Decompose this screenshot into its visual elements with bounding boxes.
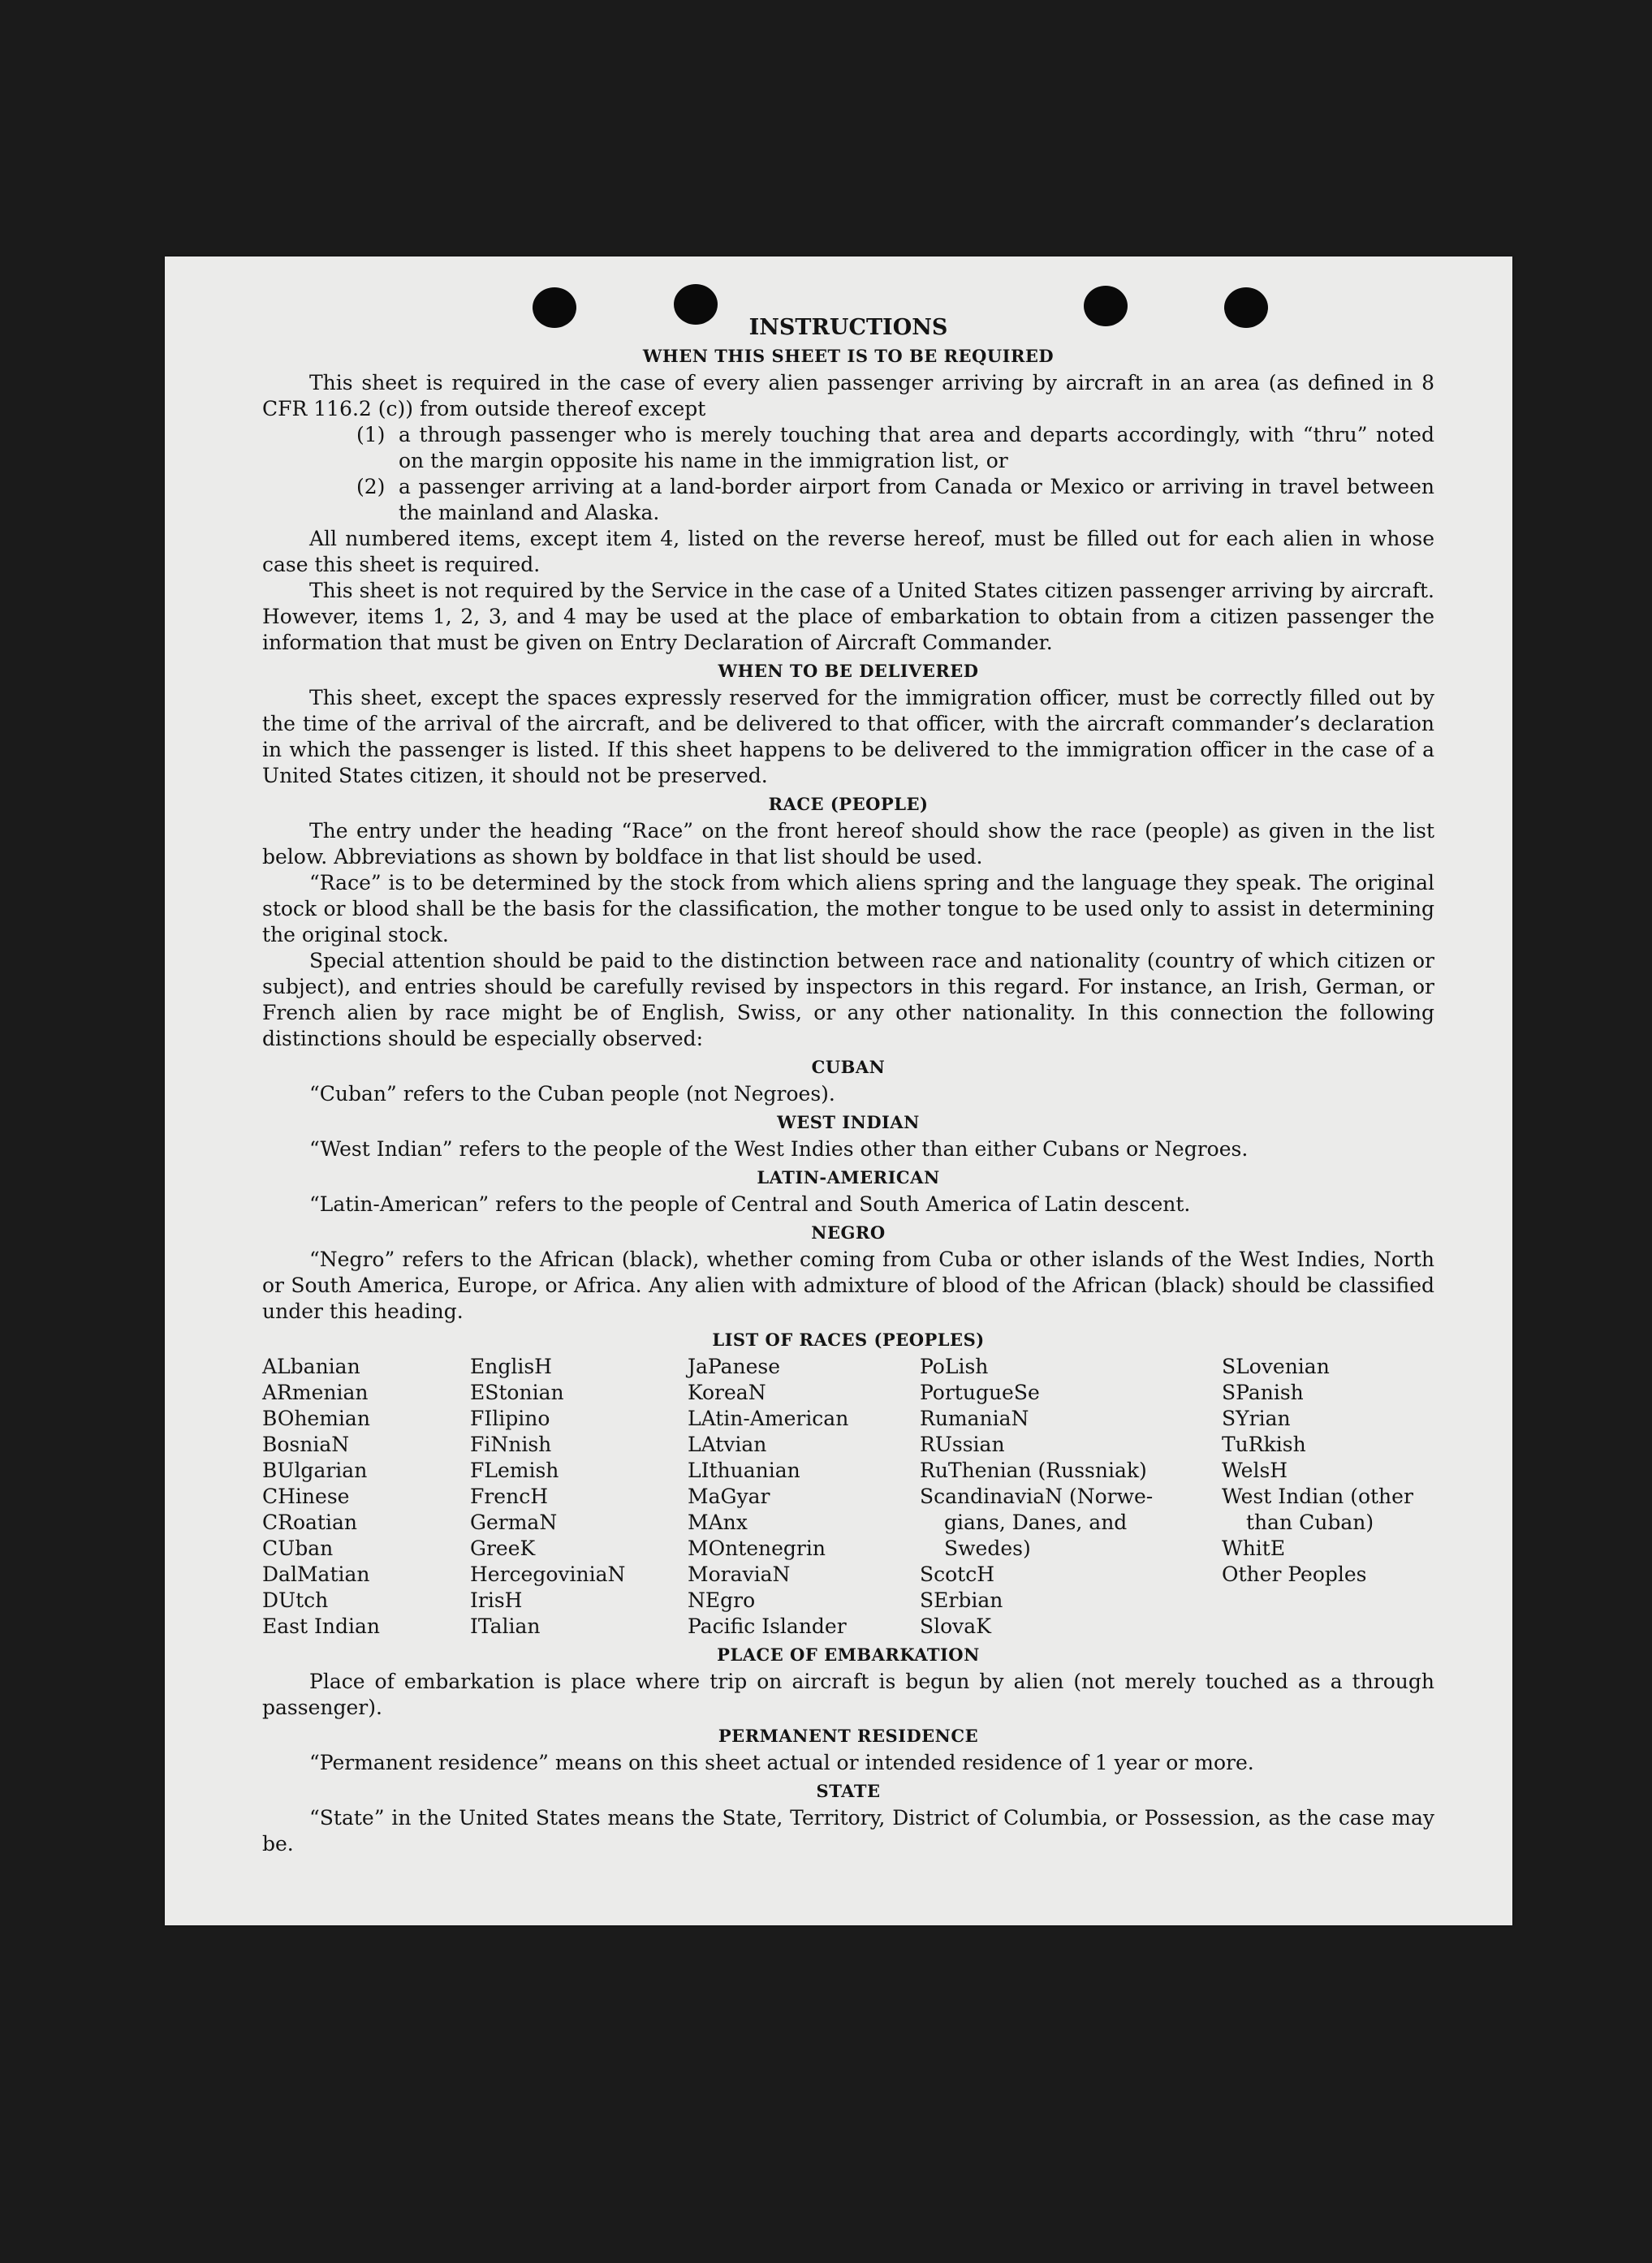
race-entry: FrencH <box>470 1485 548 1508</box>
section-heading: NEGRO <box>811 1222 886 1243</box>
paragraph: All numbered items, except item 4, listed on the reverse hereof, must be filled out for each alien in whose case this sheet is required. <box>262 527 1434 576</box>
race-entry: West Indian (other <box>1222 1485 1413 1508</box>
page-title: INSTRUCTIONS <box>748 315 948 340</box>
race-entry: SYrian <box>1222 1407 1291 1430</box>
race-entry: ARmenian <box>262 1381 369 1404</box>
paragraph: This sheet is required in the case of every alien passenger arriving by aircraft in an area (as defined in 8 CFR 116.2 (c)) from outside thereof except <box>262 371 1434 420</box>
paragraph: “Race” is to be determined by the stock from which aliens spring and the language they speak. The original stock or blood shall be the basis for the classification, the mother tongue to be used only to assist in determining the original stock. <box>262 871 1434 946</box>
section-heading: WHEN THIS SHEET IS TO BE REQUIRED <box>642 346 1055 366</box>
race-entry: GreeK <box>470 1537 536 1560</box>
race-entry: CHinese <box>262 1485 350 1508</box>
race-entry: LIthuanian <box>688 1459 800 1482</box>
race-entry: RUssian <box>920 1433 1005 1456</box>
race-entry: JaPanese <box>688 1355 781 1378</box>
paragraph: This sheet is not required by the Service in the case of a United States citizen passenger arriving by aircraft. However, items 1, 2, 3, and 4 may be used at the place of embarkation to obtain from a citizen passenger the information that must be given on Entry Declaration of Aircraft Commander. <box>262 579 1434 654</box>
race-entry: East Indian <box>262 1614 380 1638</box>
list-item <box>262 422 1434 474</box>
race-column <box>688 1354 920 1640</box>
item-text: a passenger arriving at a land-border airport from Canada or Mexico or arriving in travel between the mainland and Alaska. <box>399 475 1434 524</box>
race-list <box>262 1354 1434 1640</box>
race-entry: Pacific Islander <box>688 1614 847 1638</box>
section-heading: RACE (PEOPLE) <box>768 794 929 814</box>
race-entry: FLemish <box>470 1459 559 1482</box>
instructions-text <box>262 315 1434 1857</box>
race-entry: than Cuban) <box>1246 1511 1374 1534</box>
race-entry: MOntenegrin <box>688 1537 826 1560</box>
race-entry: BUlgarian <box>262 1459 368 1482</box>
race-entry: EStonian <box>470 1381 564 1404</box>
race-entry: MAnx <box>688 1511 748 1534</box>
race-entry: SLovenian <box>1222 1355 1330 1378</box>
race-column <box>262 1354 470 1640</box>
race-entry: SlovaK <box>920 1614 991 1638</box>
section-heading: LATIN-AMERICAN <box>757 1167 940 1188</box>
section-heading: LIST OF RACES (PEOPLES) <box>712 1330 985 1350</box>
race-entry: FIlipino <box>470 1407 550 1430</box>
paragraph: The entry under the heading “Race” on the front hereof should show the race (people) as given in the list below. Abbreviations as shown by boldface in that list should be used. <box>262 819 1434 869</box>
race-entry: DUtch <box>262 1588 329 1612</box>
paragraph: Place of embarkation is place where trip on aircraft is begun by alien (not merely touched as a through passenger). <box>262 1670 1434 1719</box>
race-entry: ScotcH <box>920 1563 995 1586</box>
race-entry: GermaN <box>470 1511 558 1534</box>
race-entry: MoraviaN <box>688 1563 791 1586</box>
race-entry: KoreaN <box>688 1381 766 1404</box>
race-entry: LAtvian <box>688 1433 767 1456</box>
race-entry: WelsH <box>1222 1459 1288 1482</box>
paragraph: “Permanent residence” means on this sheet actual or intended residence of 1 year or more. <box>309 1751 1254 1774</box>
race-column <box>920 1354 1222 1640</box>
list-item <box>262 474 1434 526</box>
race-entry: HercegoviniaN <box>470 1563 626 1586</box>
section-heading: WHEN TO BE DELIVERED <box>718 661 979 681</box>
race-entry: IrisH <box>470 1588 523 1612</box>
section-heading: CUBAN <box>811 1057 886 1077</box>
race-column <box>470 1354 688 1640</box>
item-number: (1) <box>356 423 386 446</box>
paragraph: Special attention should be paid to the distinction between race and nationality (country of which citizen or subject), and entries should be carefully revised by inspectors in this regard. For instance, an Irish, German, or French alien by race might be of English, Swiss, or any other nationality. In this connection the following distinctions should be especially observed: <box>262 949 1434 1050</box>
race-entry: ALbanian <box>262 1355 360 1378</box>
race-entry: PoLish <box>920 1355 989 1378</box>
race-entry: FiNnish <box>470 1433 552 1456</box>
race-entry: ScandinaviaN (Norwe- <box>920 1485 1154 1508</box>
item-number: (2) <box>356 475 386 498</box>
race-entry: CRoatian <box>262 1511 357 1534</box>
race-entry: WhitE <box>1222 1537 1286 1560</box>
document-sheet <box>165 256 1512 1925</box>
paragraph: “Latin-American” refers to the people of Central and South America of Latin descent. <box>309 1192 1191 1216</box>
race-entry: LAtin-American <box>688 1407 849 1430</box>
race-entry: BosniaN <box>262 1433 350 1456</box>
race-column <box>1222 1354 1434 1640</box>
paragraph: “Cuban” refers to the Cuban people (not Negroes). <box>309 1082 835 1106</box>
race-entry: gians, Danes, and <box>944 1511 1128 1534</box>
race-entry: BOhemian <box>262 1407 370 1430</box>
section-heading: STATE <box>816 1781 881 1801</box>
race-entry: Swedes) <box>944 1537 1031 1560</box>
section-heading: PLACE OF EMBARKATION <box>717 1644 980 1665</box>
race-entry: RumaniaN <box>920 1407 1029 1430</box>
race-entry: SPanish <box>1222 1381 1304 1404</box>
race-entry: PortugueSe <box>920 1381 1040 1404</box>
paragraph: “Negro” refers to the African (black), whether coming from Cuba or other islands of the West Indies, North or South America, Europe, or Africa. Any alien with admixture of blood of the African (black) should be classified under this heading. <box>262 1248 1434 1323</box>
race-entry: ITalian <box>470 1614 541 1638</box>
race-entry: DalMatian <box>262 1563 370 1586</box>
paragraph: This sheet, except the spaces expressly reserved for the immigration officer, must be correctly filled out by the time of the arrival of the aircraft, and be delivered to that officer, with the aircraft commander’s declaration in which the passenger is listed. If this sheet happens to be delivered to the immigration officer in the case of a United States citizen, it should not be preserved. <box>262 686 1434 787</box>
item-text: a through passenger who is merely touching that area and departs accordingly, with “thru” noted on the margin opposite his name in the immigration list, or <box>399 423 1434 472</box>
race-entry: NEgro <box>688 1588 756 1612</box>
race-entry: Other Peoples <box>1222 1563 1367 1586</box>
race-entry: MaGyar <box>688 1485 770 1508</box>
race-entry: EnglisH <box>470 1355 552 1378</box>
race-entry: CUban <box>262 1537 334 1560</box>
paragraph: “West Indian” refers to the people of the West Indies other than either Cubans or Negroes. <box>309 1137 1249 1161</box>
section-heading: WEST INDIAN <box>777 1112 920 1132</box>
race-entry: RuThenian (Russniak) <box>920 1459 1147 1482</box>
race-entry: SErbian <box>920 1588 1003 1612</box>
race-entry: TuRkish <box>1222 1433 1306 1456</box>
paragraph: “State” in the United States means the State, Territory, District of Columbia, or Possession, as the case may be. <box>262 1806 1434 1856</box>
section-heading: PERMANENT RESIDENCE <box>718 1726 979 1746</box>
